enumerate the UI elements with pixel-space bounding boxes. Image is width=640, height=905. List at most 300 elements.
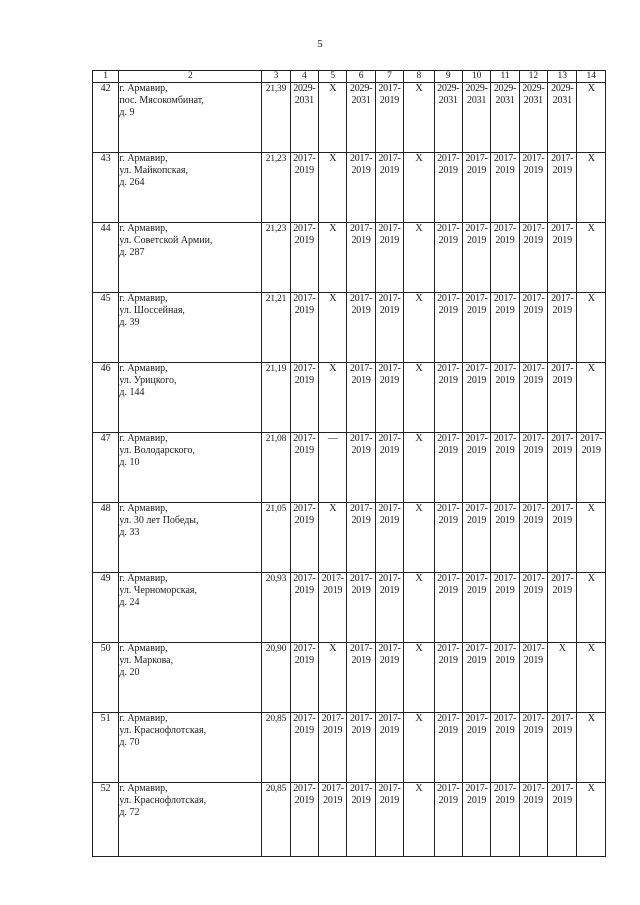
period-cell-col-7: [375, 363, 403, 433]
period-line: 2019: [467, 725, 487, 736]
period-line: 2017-: [522, 503, 545, 514]
period-line: 2019: [351, 445, 371, 456]
period-line: 2019: [467, 375, 487, 386]
period-line: 2019: [523, 725, 543, 736]
data-table: [92, 70, 606, 857]
address-cell: [119, 783, 262, 857]
period-line: 2017-: [465, 503, 488, 514]
period-cell-col-9: [434, 223, 462, 293]
address-cell: [119, 363, 262, 433]
period-cell-col-11: [491, 503, 519, 573]
period-line: 2017-: [437, 223, 460, 234]
period-line: 2019: [379, 655, 400, 666]
table-row: [93, 503, 606, 573]
period-line: 2019: [351, 235, 371, 246]
period-line: 2019: [351, 515, 371, 526]
period-line: X: [587, 153, 595, 164]
period-cell-col-5: [319, 153, 347, 223]
period-line: 2017-: [349, 573, 373, 584]
address-line: г. Армавир,: [119, 83, 168, 94]
period-line: 2017-: [378, 433, 401, 444]
period-cell-col-8: [404, 643, 434, 713]
period-line: 2017-: [293, 713, 316, 724]
period-line: 2017-: [522, 783, 545, 794]
period-line: 2029-: [349, 83, 373, 94]
period-line: 2017-: [378, 83, 401, 94]
address-line: ул. Советской Армии,: [119, 235, 213, 246]
period-line: 2017-: [493, 713, 517, 724]
period-line: 2017-: [437, 573, 460, 584]
row-number: 51: [93, 713, 119, 783]
period-line: 2019: [552, 795, 572, 806]
period-line: 2019: [467, 445, 487, 456]
period-line: X: [329, 223, 337, 234]
period-line: 2019: [379, 795, 400, 806]
period-line: 2019: [495, 305, 515, 316]
period-cell-col-4: [290, 153, 318, 223]
period-line: 2019: [351, 585, 371, 596]
period-cell-col-13: [548, 223, 577, 293]
period-line: X: [587, 643, 595, 654]
period-cell-col-14: [577, 433, 606, 503]
period-line: 2017-: [465, 713, 488, 724]
address-cell: [119, 293, 262, 363]
address-line: д. 39: [119, 317, 140, 328]
table-header: [93, 71, 606, 83]
address-line: г. Армавир,: [119, 223, 168, 234]
period-line: X: [558, 643, 566, 654]
period-line: 2017-: [378, 573, 401, 584]
period-cell-col-6: [347, 713, 375, 783]
period-line: 2019: [523, 375, 543, 386]
row-number: 45: [93, 293, 119, 363]
period-line: 2017-: [465, 573, 488, 584]
period-line: 2017-: [437, 363, 460, 374]
period-line: X: [329, 293, 337, 304]
period-line: 2017-: [437, 153, 460, 164]
period-line: 2019: [552, 165, 572, 176]
period-cell-col-8: [404, 503, 434, 573]
period-line: 2019: [438, 515, 458, 526]
period-line: 2019: [581, 445, 601, 456]
period-cell-col-8: [404, 223, 434, 293]
period-cell-col-4: [290, 293, 318, 363]
period-line: 2019: [552, 235, 572, 246]
period-line: 2017-: [551, 573, 574, 584]
period-line: 2017-: [349, 293, 373, 304]
period-cell-col-14: [577, 643, 606, 713]
address-line: г. Армавир,: [119, 433, 168, 444]
address-line: д. 72: [119, 807, 140, 818]
period-line: X: [415, 503, 423, 514]
period-cell-col-12: [519, 223, 547, 293]
address-line: г. Армавир,: [119, 363, 168, 374]
period-line: 2029-: [437, 83, 460, 94]
period-line: 2017-: [465, 293, 488, 304]
column-header-11: 11: [491, 71, 519, 83]
period-line: 2017-: [465, 643, 488, 654]
period-cell-col-11: [491, 293, 519, 363]
period-cell-col-10: [462, 223, 490, 293]
period-cell-col-5: [319, 643, 347, 713]
period-line: 2019: [379, 95, 400, 106]
address-line: г. Армавир,: [119, 573, 168, 584]
period-line: 2019: [523, 445, 543, 456]
period-line: 2019: [523, 585, 543, 596]
period-line: 2019: [495, 515, 515, 526]
period-cell-col-7: [375, 83, 403, 153]
period-line: 2029-: [551, 83, 574, 94]
period-cell-col-9: [434, 713, 462, 783]
period-line: 2017-: [378, 153, 401, 164]
period-line: 2019: [523, 165, 543, 176]
period-line: 2017-: [551, 783, 574, 794]
column-header-1: 1: [93, 71, 119, 83]
table-row: [93, 433, 606, 503]
address-cell: [119, 503, 262, 573]
period-line: 2019: [294, 585, 314, 596]
period-line: 2017-: [551, 433, 574, 444]
period-line: 2017-: [293, 643, 316, 654]
period-line: X: [329, 83, 337, 94]
period-line: X: [415, 713, 423, 724]
period-line: 2019: [351, 655, 371, 666]
period-cell-col-13: [548, 153, 577, 223]
period-line: 2017-: [551, 153, 574, 164]
period-line: 2017-: [321, 713, 344, 724]
table-row: [93, 223, 606, 293]
period-cell-col-7: [375, 713, 403, 783]
period-line: 2017-: [293, 573, 316, 584]
table-row: [93, 713, 606, 783]
table-row: [93, 573, 606, 643]
period-line: 2017-: [465, 363, 488, 374]
period-line: 2017-: [551, 223, 574, 234]
period-cell-col-5: [319, 363, 347, 433]
period-line: X: [329, 643, 337, 654]
period-line: 2029-: [493, 83, 517, 94]
area-cell: 20,85: [262, 713, 290, 783]
period-line: 2019: [467, 165, 487, 176]
row-number: 47: [93, 433, 119, 503]
column-header-9: 9: [434, 71, 462, 83]
column-header-5: 5: [319, 71, 347, 83]
period-line: 2019: [495, 235, 515, 246]
period-cell-col-9: [434, 83, 462, 153]
period-line: 2019: [379, 305, 400, 316]
period-cell-col-7: [375, 643, 403, 713]
period-line: 2017-: [522, 573, 545, 584]
period-cell-col-8: [404, 293, 434, 363]
period-cell-col-14: [577, 83, 606, 153]
period-line: —: [327, 433, 338, 444]
address-line: г. Армавир,: [119, 713, 168, 724]
period-line: 2017-: [437, 433, 460, 444]
period-line: 2017-: [349, 503, 373, 514]
period-line: 2019: [323, 725, 343, 736]
address-line: ул. Шоссейная,: [119, 305, 185, 316]
period-line: 2019: [495, 795, 515, 806]
area-cell: 21,08: [262, 433, 290, 503]
period-cell-col-10: [462, 783, 490, 857]
period-line: 2031: [351, 95, 371, 106]
area-cell: 21,05: [262, 503, 290, 573]
period-line: 2017-: [493, 223, 517, 234]
period-line: 2017-: [378, 223, 401, 234]
column-header-10: 10: [462, 71, 490, 83]
period-line: 2017-: [378, 713, 401, 724]
period-line: 2019: [467, 655, 487, 666]
period-cell-col-7: [375, 503, 403, 573]
period-cell-col-6: [347, 783, 375, 857]
address-cell: [119, 573, 262, 643]
period-cell-col-7: [375, 153, 403, 223]
period-line: X: [587, 293, 595, 304]
period-line: 2017-: [493, 573, 517, 584]
period-line: 2019: [294, 235, 314, 246]
period-cell-col-14: [577, 783, 606, 857]
period-line: X: [415, 153, 423, 164]
period-cell-col-6: [347, 573, 375, 643]
column-header-13: 13: [548, 71, 577, 83]
period-line: 2017-: [522, 153, 545, 164]
header-row: [93, 71, 606, 83]
period-line: X: [587, 223, 595, 234]
row-number: 50: [93, 643, 119, 713]
period-cell-col-9: [434, 433, 462, 503]
period-cell-col-9: [434, 783, 462, 857]
period-line: 2017-: [493, 783, 517, 794]
period-cell-col-11: [491, 83, 519, 153]
address-cell: [119, 153, 262, 223]
period-line: 2017-: [493, 643, 517, 654]
period-line: 2017-: [551, 713, 574, 724]
period-line: 2019: [495, 585, 515, 596]
period-line: 2019: [467, 515, 487, 526]
column-header-3: 3: [262, 71, 290, 83]
period-cell-col-14: [577, 503, 606, 573]
address-line: д. 144: [119, 387, 145, 398]
period-line: 2019: [294, 795, 314, 806]
period-cell-col-6: [347, 293, 375, 363]
period-cell-col-11: [491, 363, 519, 433]
address-line: ул. Майкопская,: [119, 165, 188, 176]
period-cell-col-13: [548, 503, 577, 573]
row-number: 52: [93, 783, 119, 857]
period-line: 2019: [467, 305, 487, 316]
period-cell-col-14: [577, 153, 606, 223]
area-cell: 21,39: [262, 83, 290, 153]
period-cell-col-13: [548, 293, 577, 363]
period-cell-col-10: [462, 433, 490, 503]
period-line: 2019: [351, 795, 371, 806]
period-cell-col-4: [290, 643, 318, 713]
period-line: 2019: [467, 585, 487, 596]
period-cell-col-4: [290, 713, 318, 783]
period-line: 2019: [552, 515, 572, 526]
period-cell-col-13: [548, 433, 577, 503]
period-line: X: [587, 713, 595, 724]
area-cell: 20,85: [262, 783, 290, 857]
column-header-12: 12: [519, 71, 547, 83]
period-line: 2019: [379, 515, 400, 526]
period-cell-col-6: [347, 153, 375, 223]
period-line: 2019: [438, 655, 458, 666]
period-cell-col-4: [290, 433, 318, 503]
period-line: 2019: [323, 795, 343, 806]
address-line: д. 24: [119, 597, 140, 608]
period-cell-col-8: [404, 573, 434, 643]
period-line: 2017-: [522, 433, 545, 444]
period-line: 2017-: [349, 713, 373, 724]
area-cell: 21,21: [262, 293, 290, 363]
period-line: 2031: [438, 95, 458, 106]
period-cell-col-4: [290, 783, 318, 857]
period-line: X: [329, 503, 337, 514]
table-row: [93, 363, 606, 433]
period-line: 2017-: [293, 783, 316, 794]
period-cell-col-9: [434, 363, 462, 433]
period-line: 2019: [351, 305, 371, 316]
address-line: ул. Урицкого,: [119, 375, 177, 386]
period-cell-col-13: [548, 643, 577, 713]
period-line: 2017-: [321, 783, 344, 794]
period-line: 2019: [351, 165, 371, 176]
period-line: 2019: [438, 445, 458, 456]
period-cell-col-6: [347, 363, 375, 433]
period-line: 2017-: [349, 783, 373, 794]
period-cell-col-9: [434, 293, 462, 363]
period-cell-col-10: [462, 573, 490, 643]
period-line: 2017-: [437, 783, 460, 794]
period-cell-col-5: [319, 223, 347, 293]
period-line: X: [415, 643, 423, 654]
period-line: 2017-: [378, 293, 401, 304]
period-line: 2019: [552, 375, 572, 386]
address-line: ул. 30 лет Победы,: [119, 515, 199, 526]
table-row: [93, 293, 606, 363]
period-line: X: [587, 573, 595, 584]
period-cell-col-7: [375, 783, 403, 857]
period-line: 2017-: [493, 503, 517, 514]
period-cell-col-6: [347, 503, 375, 573]
period-line: 2019: [523, 235, 543, 246]
period-line: 2017-: [522, 643, 545, 654]
period-cell-col-12: [519, 503, 547, 573]
period-line: 2019: [467, 235, 487, 246]
period-line: 2017-: [293, 503, 316, 514]
table-body: [93, 83, 606, 857]
period-line: 2017-: [551, 363, 574, 374]
period-line: 2017-: [493, 293, 517, 304]
row-number: 44: [93, 223, 119, 293]
period-line: 2017-: [293, 363, 316, 374]
period-cell-col-7: [375, 293, 403, 363]
period-cell-col-8: [404, 83, 434, 153]
period-line: 2019: [351, 725, 371, 736]
period-line: 2019: [552, 305, 572, 316]
period-line: 2017-: [293, 223, 316, 234]
period-cell-col-12: [519, 363, 547, 433]
period-line: 2017-: [349, 433, 373, 444]
period-cell-col-9: [434, 573, 462, 643]
period-line: 2019: [552, 585, 572, 596]
period-line: 2031: [294, 95, 314, 106]
period-cell-col-11: [491, 433, 519, 503]
period-line: 2019: [438, 795, 458, 806]
period-line: 2019: [552, 445, 572, 456]
period-line: 2019: [294, 375, 314, 386]
period-cell-col-8: [404, 713, 434, 783]
address-line: г. Армавир,: [119, 503, 168, 514]
address-line: г. Армавир,: [119, 153, 168, 164]
period-cell-col-8: [404, 433, 434, 503]
period-line: 2017-: [551, 503, 574, 514]
period-cell-col-10: [462, 503, 490, 573]
period-cell-col-5: [319, 713, 347, 783]
period-line: 2019: [523, 795, 543, 806]
period-cell-col-4: [290, 573, 318, 643]
period-line: 2019: [523, 655, 543, 666]
period-cell-col-8: [404, 783, 434, 857]
period-line: 2019: [379, 725, 400, 736]
period-line: 2017-: [437, 293, 460, 304]
address-line: д. 70: [119, 737, 140, 748]
period-line: 2029-: [293, 83, 316, 94]
period-line: 2017-: [493, 433, 517, 444]
period-cell-col-14: [577, 573, 606, 643]
period-line: 2019: [523, 515, 543, 526]
period-line: X: [415, 83, 423, 94]
period-cell-col-11: [491, 643, 519, 713]
period-line: 2019: [323, 585, 343, 596]
period-line: 2019: [294, 655, 314, 666]
period-line: 2029-: [465, 83, 488, 94]
period-line: 2017-: [465, 153, 488, 164]
address-line: д. 9: [119, 107, 135, 118]
period-cell-col-10: [462, 293, 490, 363]
period-line: 2019: [379, 585, 400, 596]
row-number: 42: [93, 83, 119, 153]
period-line: X: [415, 363, 423, 374]
period-line: 2019: [379, 445, 400, 456]
address-line: ул. Краснофлотская,: [119, 795, 207, 806]
period-line: 2017-: [378, 363, 401, 374]
period-line: 2017-: [293, 293, 316, 304]
period-line: 2019: [495, 655, 515, 666]
period-line: X: [415, 433, 423, 444]
period-line: 2017-: [321, 573, 344, 584]
area-cell: 21,23: [262, 153, 290, 223]
period-line: X: [415, 783, 423, 794]
column-header-7: 7: [375, 71, 403, 83]
period-line: 2019: [438, 305, 458, 316]
period-cell-col-4: [290, 503, 318, 573]
period-cell-col-13: [548, 83, 577, 153]
period-cell-col-11: [491, 153, 519, 223]
period-line: X: [415, 573, 423, 584]
period-line: 2019: [467, 795, 487, 806]
period-line: 2019: [438, 585, 458, 596]
address-line: ул. Черноморская,: [119, 585, 198, 596]
period-line: X: [587, 363, 595, 374]
period-cell-col-14: [577, 223, 606, 293]
area-cell: 21,19: [262, 363, 290, 433]
period-cell-col-11: [491, 223, 519, 293]
period-line: 2017-: [437, 503, 460, 514]
period-cell-col-13: [548, 783, 577, 857]
period-line: X: [587, 503, 595, 514]
